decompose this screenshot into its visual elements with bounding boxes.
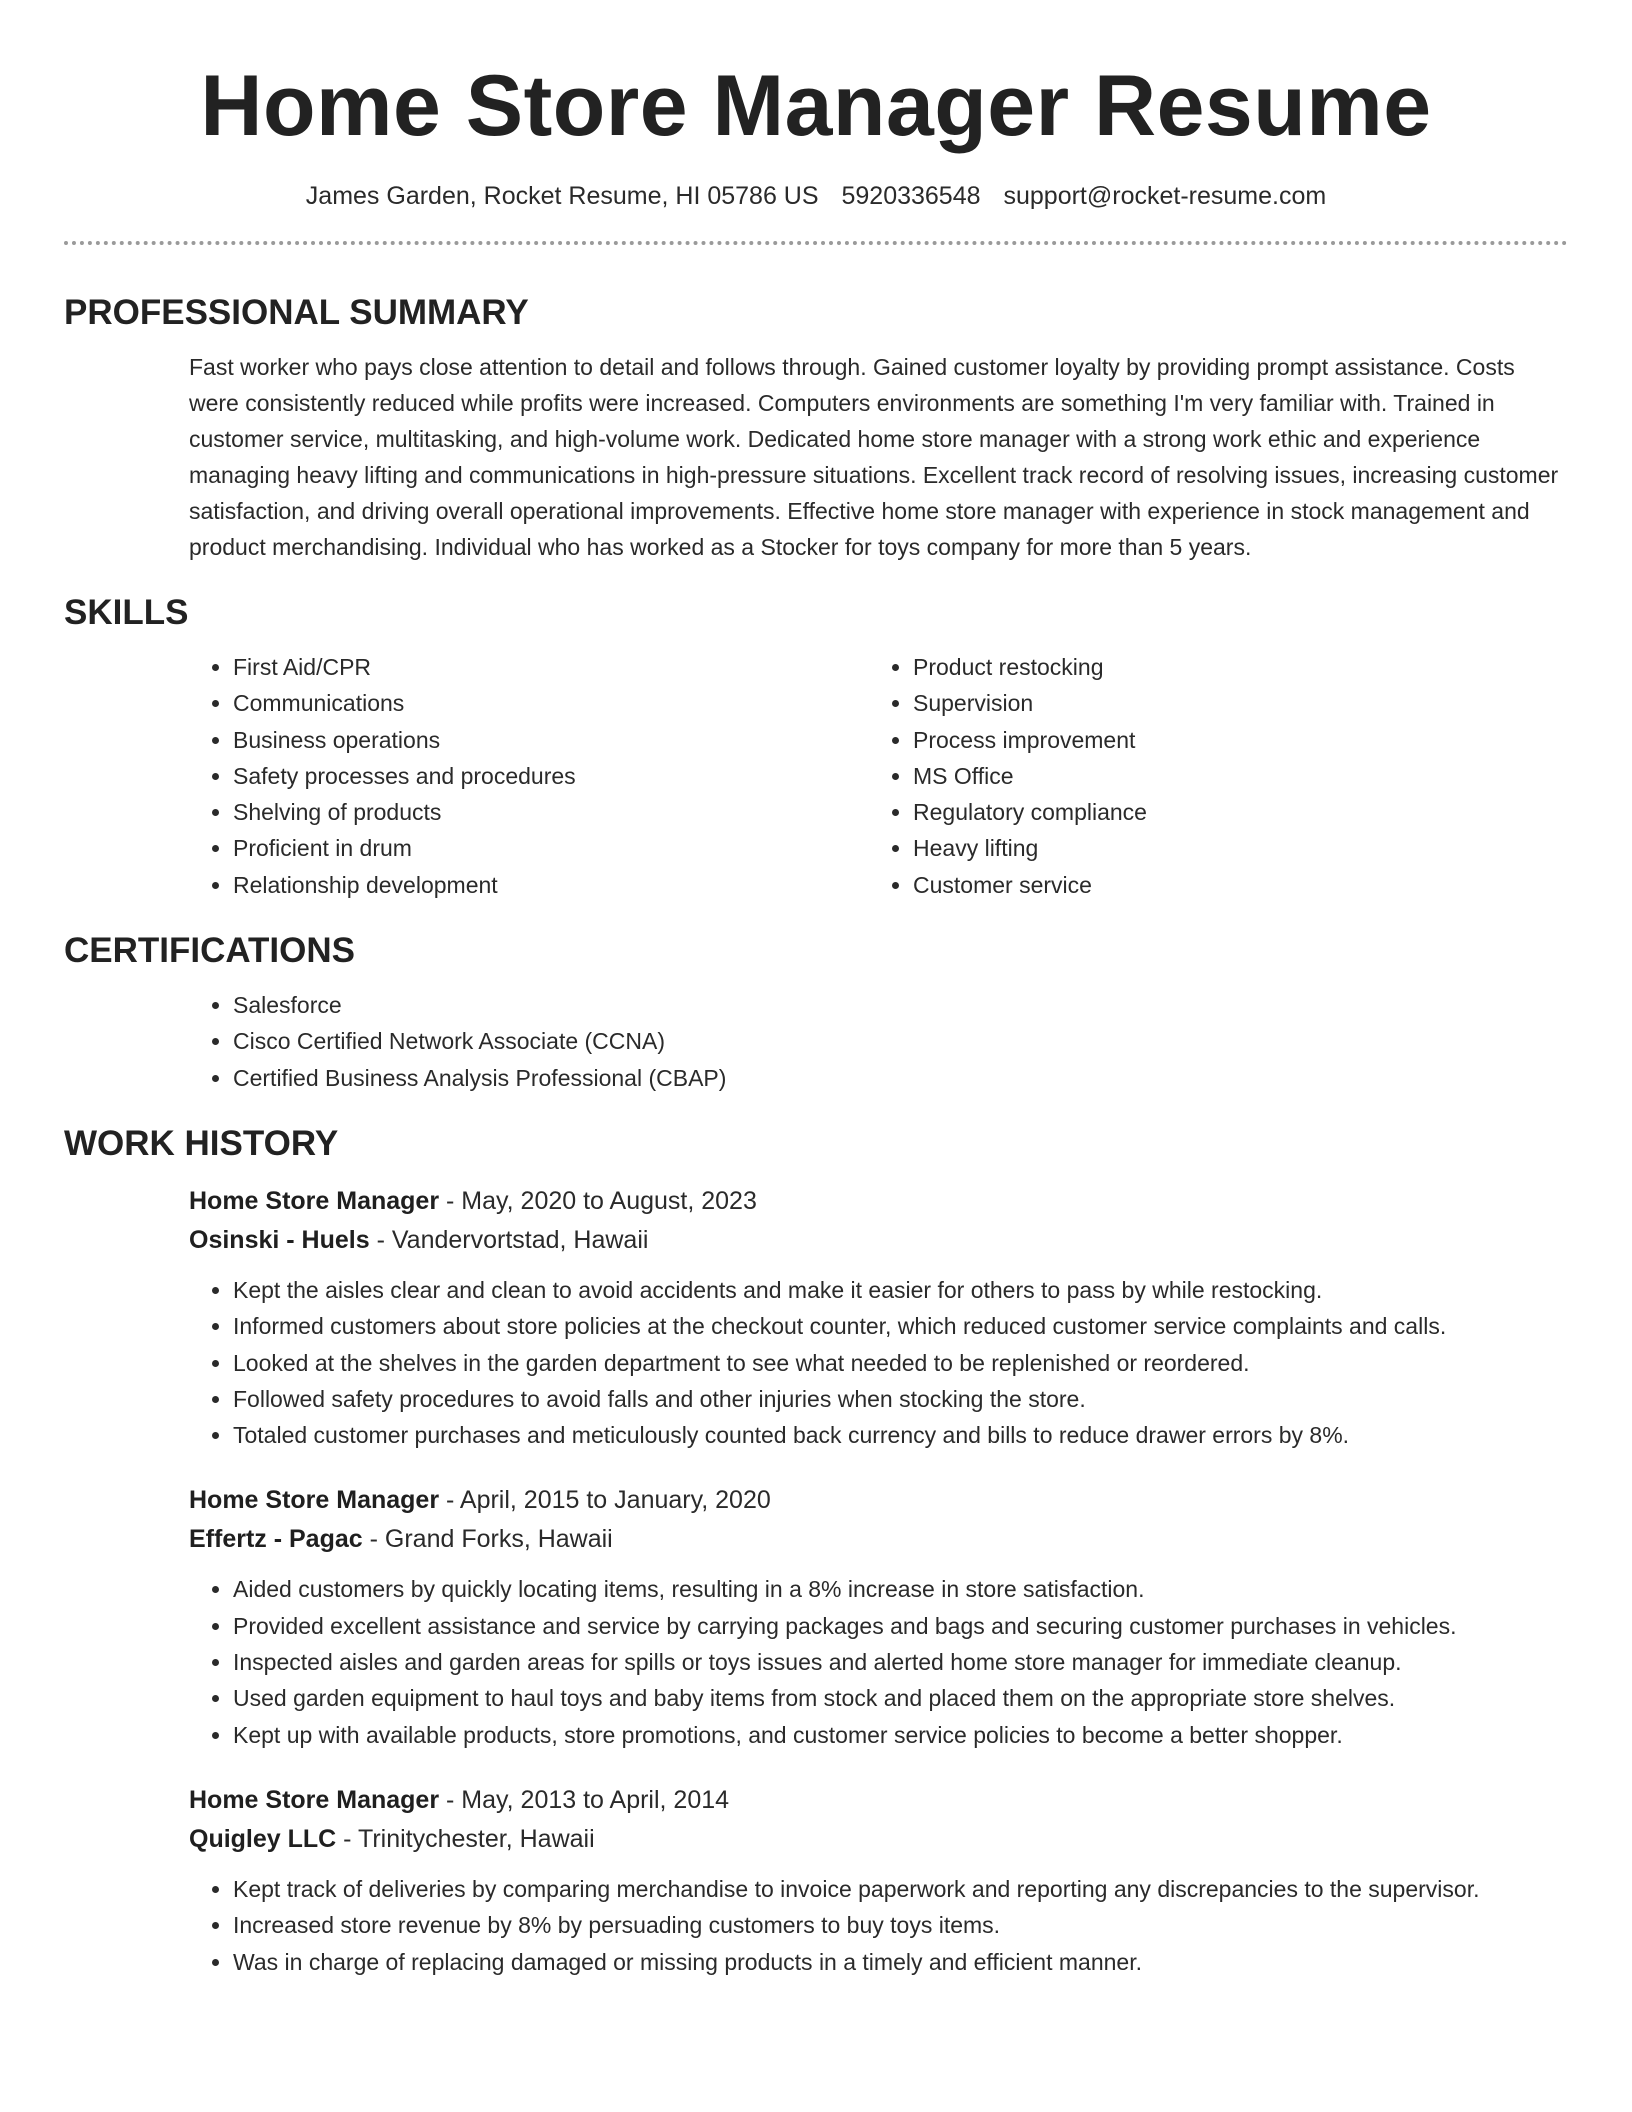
- skill-item: • Relationship development: [233, 867, 869, 903]
- certification-item: • Salesforce: [233, 987, 1568, 1023]
- job-entry: [189, 1781, 1568, 1980]
- header-divider: [64, 241, 1568, 245]
- skill-item: • Heavy lifting: [913, 830, 1549, 866]
- skill-item: • Process improvement: [913, 722, 1549, 758]
- job-dates: - April, 2015 to January, 2020: [439, 1486, 771, 1515]
- job-company: Effertz - Pagac: [189, 1525, 363, 1554]
- job-bullet: • Provided excellent assistance and service by carrying packages and bags and securing customer purchases in vehicles.: [233, 1608, 1568, 1644]
- job-bullets: [189, 1571, 1568, 1752]
- skill-item: • Safety processes and procedures: [233, 758, 869, 794]
- contact-line: [64, 180, 1568, 212]
- work-history-list: [189, 1182, 1568, 1980]
- job-bullet: • Followed safety procedures to avoid falls and other injuries when stocking the store.: [233, 1381, 1568, 1417]
- job-location: - Trinitychester, Hawaii: [336, 1824, 595, 1853]
- job-bullet: • Totaled customer purchases and meticulously counted back currency and bills to reduce drawer errors by 8%.: [233, 1417, 1568, 1453]
- job-company-line: [189, 1221, 1568, 1260]
- work-history-heading: WORK HISTORY: [64, 1123, 339, 1163]
- job-entry: [189, 1182, 1568, 1453]
- job-dates: - May, 2020 to August, 2023: [439, 1186, 757, 1215]
- skills-column-left: [189, 649, 869, 903]
- contact-address: James Garden, Rocket Resume, HI 05786 US: [305, 182, 819, 210]
- certification-item: • Cisco Certified Network Associate (CCNA): [233, 1023, 1568, 1059]
- job-bullets: [189, 1272, 1568, 1453]
- job-bullet: • Used garden equipment to haul toys and baby items from stock and placed them on the appropriate store shelves.: [233, 1680, 1568, 1716]
- job-entry: [189, 1481, 1568, 1752]
- job-bullet: • Aided customers by quickly locating items, resulting in a 8% increase in store satisfaction.: [233, 1571, 1568, 1607]
- job-bullet: • Informed customers about store policies at the checkout counter, which reduced customer service complaints and calls.: [233, 1308, 1568, 1344]
- job-location: - Grand Forks, Hawaii: [362, 1525, 613, 1554]
- skills-column-right: [869, 649, 1549, 903]
- job-role: Home Store Manager: [189, 1186, 440, 1215]
- job-bullet: • Kept track of deliveries by comparing merchandise to invoice paperwork and reporting any discrepancies to the supervisor.: [233, 1871, 1568, 1907]
- job-title-line: [189, 1781, 1568, 1820]
- job-company-line: [189, 1520, 1568, 1559]
- skill-item: • Customer service: [913, 867, 1549, 903]
- skill-item: • Proficient in drum: [233, 830, 869, 866]
- skill-item: • Regulatory compliance: [913, 794, 1549, 830]
- job-bullets: [189, 1871, 1568, 1980]
- certifications-list: [189, 987, 1568, 1096]
- skill-item: • Communications: [233, 685, 869, 721]
- skills-list: [189, 649, 1568, 903]
- job-bullet: • Kept up with available products, store promotions, and customer service policies to become a better shopper.: [233, 1717, 1568, 1753]
- job-bullet: • Kept the aisles clear and clean to avoid accidents and make it easier for others to pass by while restocking.: [233, 1272, 1568, 1308]
- job-company: Quigley LLC: [189, 1824, 337, 1853]
- job-dates: - May, 2013 to April, 2014: [439, 1785, 730, 1814]
- summary-text: Fast worker who pays close attention to detail and follows through. Gained customer loyalty by providing prompt assistance. Costs were consistently reduced while profits were increased. Computers environments are something I'm very familiar with. Trained in customer service, multitasking, and high-volume work. Dedicated home store manager with a strong work ethic and experience managing heavy lifting and communications in high-pressure situations. Excellent track record of resolving issues, increasing customer satisfaction, and driving overall operational improvements. Effective home store manager with experience in stock management and product merchandising. Individual who has worked as a Stocker for toys company for more than 5 years.: [189, 354, 1559, 560]
- contact-email: support@rocket-resume.com: [1003, 182, 1327, 210]
- job-location: - Vandervortstad, Hawaii: [369, 1225, 649, 1254]
- job-bullet: • Inspected aisles and garden areas for spills or toys issues and alerted home store manager for immediate cleanup.: [233, 1644, 1568, 1680]
- job-company: Osinski - Huels: [189, 1225, 370, 1254]
- summary-heading: PROFESSIONAL SUMMARY: [64, 293, 529, 332]
- job-bullet: • Looked at the shelves in the garden department to see what needed to be replenished or reordered.: [233, 1345, 1568, 1381]
- job-title-line: [189, 1481, 1568, 1520]
- job-title-line: [189, 1182, 1568, 1221]
- skill-item: • Supervision: [913, 685, 1549, 721]
- job-company-line: [189, 1820, 1568, 1859]
- skill-item: • Shelving of products: [233, 794, 869, 830]
- job-role: Home Store Manager: [189, 1486, 440, 1515]
- certification-item: • Certified Business Analysis Professional (CBAP): [233, 1060, 1568, 1096]
- skills-heading: SKILLS: [64, 593, 189, 632]
- skill-item: • Business operations: [233, 722, 869, 758]
- job-bullet: • Was in charge of replacing damaged or missing products in a timely and efficient manner.: [233, 1944, 1568, 1980]
- job-role: Home Store Manager: [189, 1785, 440, 1814]
- contact-phone: 5920336548: [841, 182, 981, 210]
- job-bullet: • Increased store revenue by 8% by persuading customers to buy toys items.: [233, 1907, 1568, 1943]
- certifications-heading: CERTIFICATIONS: [64, 931, 356, 971]
- skill-item: • MS Office: [913, 758, 1549, 794]
- skill-item: • Product restocking: [913, 649, 1549, 685]
- skill-item: • First Aid/CPR: [233, 649, 869, 685]
- resume-title: Home Store Manager Resume: [200, 58, 1432, 154]
